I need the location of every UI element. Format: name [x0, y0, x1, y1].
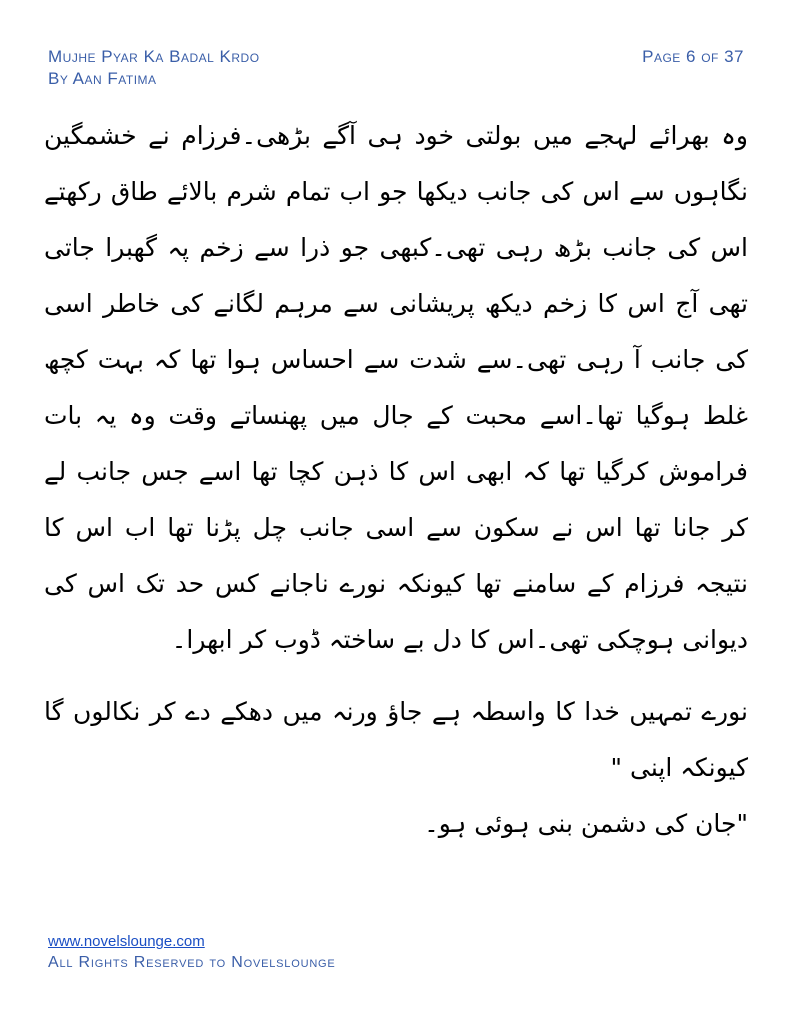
dialogue-line: "جان کی دشمن بنی ہوئی ہو۔ — [424, 809, 748, 838]
document-footer — [48, 932, 336, 974]
body-paragraph: وہ بھرائے لہجے میں بولتی خود ہی آگے بڑھی۔فرزام نے خشمگین نگاہوں سے اس کی جانب دیکھا جو اب تمام شرم بالائے طاق رکھتے اس کی جانب بڑھ رہی تھی۔کبھی جو ذرا سے زخم پہ گھبرا جاتی تھی آج اس کا زخم دیکھ پریشانی سے مرہم لگانے کی خاطر اسی کی جانب آ رہی تھی۔سے شدت سے احساس ہوا تھا کہ بہت کچھ غلط ہوگیا تھا۔اسے محبت کے جال میں پھنساتے وقت وہ یہ بات فراموش کرگیا تھا کہ ابھی اس کا ذہن کچا تھا اسے جس جانب لے کر جانا تھا اس نے سکون سے اسی جانب چل پڑنا تھا اب اس کا نتیجہ فرزام کے سامنے تھا کیونکہ نورے ناجانے کس حد تک اس کی دیوانی ہوچکی تھی۔اس کا دل بے ساختہ ڈوب کر ابھرا۔ — [44, 121, 749, 654]
document-body — [44, 108, 748, 852]
copyright-notice: All Rights Reserved to Novelslounge — [48, 954, 336, 971]
page-indicator: Page 6 of 37 — [642, 47, 744, 66]
document-header-left — [48, 46, 260, 90]
dialogue-line: نورے تمہیں خدا کا واسطہ ہے جاؤ ورنہ میں دھکے دے کر نکالوں گا کیونکہ اپنی " — [44, 697, 748, 782]
author-line: By Aan Fatima — [48, 69, 157, 88]
website-link[interactable]: www.novelslounge.com — [48, 933, 205, 950]
novel-title: Mujhe Pyar Ka Badal Krdo — [48, 47, 260, 66]
